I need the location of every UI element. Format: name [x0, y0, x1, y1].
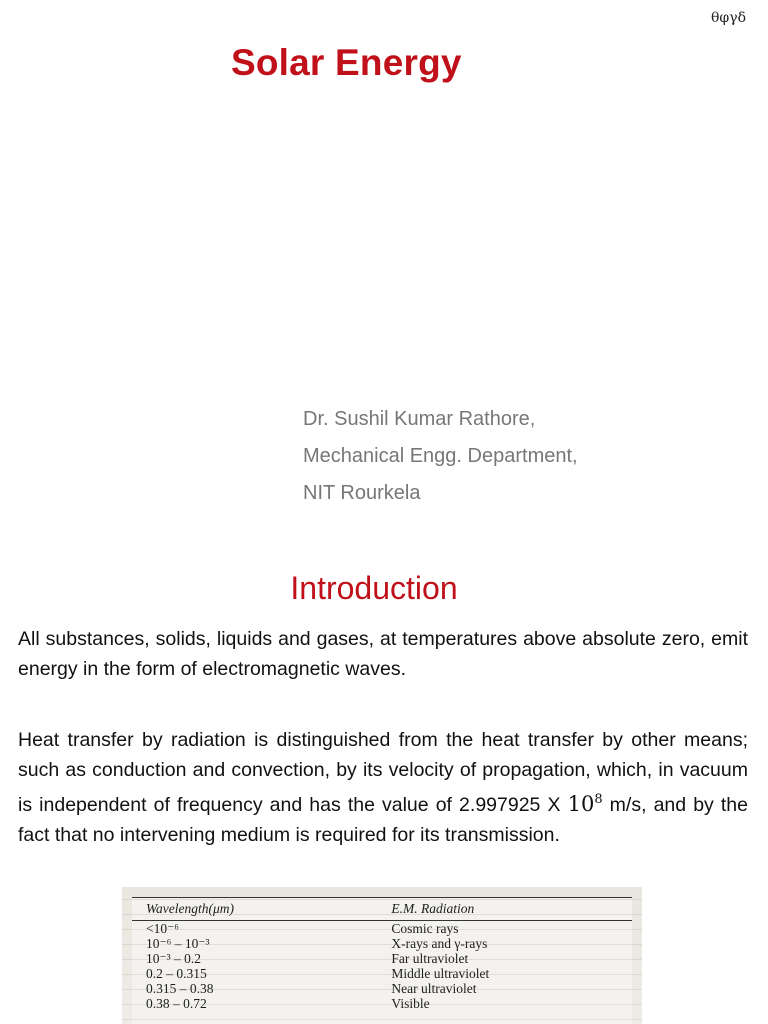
em-radiation-table: [132, 898, 632, 1011]
author-name: Dr. Sushil Kumar Rathore,: [303, 408, 536, 430]
cell-wavelength: 0.38 – 0.72: [146, 996, 207, 1011]
cell-radiation: Near ultraviolet: [391, 981, 477, 996]
intro-paragraph-2: [18, 725, 748, 850]
scanned-table: [132, 897, 632, 1024]
table-row: [132, 966, 632, 981]
table-row: [132, 996, 632, 1011]
table-row: [132, 936, 632, 951]
cell-radiation: Visible: [391, 996, 430, 1011]
table-row: [132, 921, 632, 937]
table-row: [132, 981, 632, 996]
author-department: Mechanical Engg. Department,: [303, 445, 578, 467]
cell-wavelength: 0.315 – 0.38: [146, 981, 214, 996]
cell-wavelength: 10⁻³ – 0.2: [146, 951, 202, 966]
para2-text-a: Heat transfer by radiation is distinguished from the heat transfer by other means; such as conduction and convection, by its velocity of propagation, which, in vacuum is independent of frequency and has the value of 2.997925 X: [18, 729, 748, 816]
cell-radiation: X-rays and γ-rays: [391, 936, 488, 951]
scanned-table-image: [122, 887, 642, 1024]
cell-wavelength: 0.2 – 0.315: [146, 966, 207, 981]
section-title: Introduction: [290, 570, 458, 606]
table-row: [132, 951, 632, 966]
cell-radiation: Middle ultraviolet: [391, 966, 490, 981]
header-wavelength: Wavelength(μm): [132, 898, 331, 921]
author-institute: NIT Rourkela: [303, 482, 421, 504]
para2-text-b: m/s, and by the fact that no intervening medium is required for its transmission.: [18, 794, 748, 846]
power-exponent: 8: [594, 792, 603, 807]
table-header-row: [132, 898, 632, 921]
page-title: Solar Energy: [231, 42, 462, 83]
cell-radiation: Far ultraviolet: [391, 951, 469, 966]
power-base: 10: [567, 792, 595, 816]
author-block: [303, 401, 578, 512]
cell-wavelength: <10⁻⁶: [146, 921, 179, 936]
corner-mark: θφγδ: [710, 10, 746, 26]
header-radiation: E.M. Radiation: [331, 898, 632, 921]
intro-paragraph-1: All substances, solids, liquids and gases, at temperatures above absolute zero, emit energy in the form of electromagnetic waves.: [18, 628, 748, 680]
cell-wavelength: 10⁻⁶ – 10⁻³: [146, 936, 210, 951]
cell-radiation: Cosmic rays: [391, 921, 459, 936]
power-of-ten: [568, 792, 603, 816]
